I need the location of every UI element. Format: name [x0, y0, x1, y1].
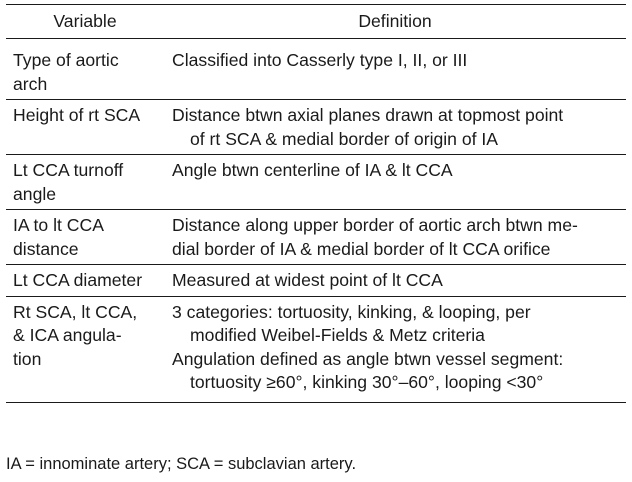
table-row	[6, 210, 626, 265]
definition-cell	[163, 104, 626, 151]
definition-text: modified Weibel-Fields & Metz criteria	[190, 325, 485, 345]
table-row	[6, 155, 626, 210]
table-row	[6, 265, 626, 297]
header-definition: Definition	[358, 11, 432, 31]
variable-cell	[6, 214, 163, 261]
definitions-table	[6, 4, 626, 403]
definition-cell	[163, 159, 626, 206]
variable-text: tion	[13, 348, 42, 369]
definition-text: of rt SCA & medial border of origin of IA	[190, 128, 499, 149]
variable-cell	[6, 49, 163, 96]
table-footnote: IA = innominate artery; SCA = subclavian artery.	[6, 455, 357, 473]
definition-cell	[163, 269, 626, 293]
definition-text: Measured at widest point of lt CCA	[172, 270, 443, 290]
definition-text: 3 categories: tortuosity, kinking, & looping, per	[172, 301, 531, 322]
variable-text: distance	[13, 238, 79, 259]
table-row	[6, 297, 626, 402]
variable-cell	[6, 104, 163, 151]
definition-cell	[163, 49, 626, 96]
definition-cell	[163, 214, 626, 261]
definition-text: dial border of IA & medial border of lt CCA orifice	[172, 238, 551, 259]
variable-cell	[6, 269, 163, 293]
definition-text: Angulation defined as angle btwn vessel segment:	[172, 348, 564, 369]
table-row	[6, 100, 626, 155]
variable-text: & ICA angula-	[13, 325, 122, 345]
table-row	[6, 39, 626, 100]
table-header	[6, 5, 626, 39]
variable-cell	[6, 159, 163, 206]
definition-text: Angle btwn centerline of IA & lt CCA	[172, 160, 453, 180]
variable-text: Lt CCA diameter	[13, 270, 143, 290]
variable-text: Height of rt SCA	[13, 105, 141, 125]
variable-text: arch	[13, 73, 48, 94]
definition-text: Distance btwn axial planes drawn at topmost point	[172, 105, 564, 125]
variable-text: angle	[13, 183, 57, 204]
definition-cell	[163, 301, 626, 395]
variable-text: Lt CCA turnoff	[13, 160, 124, 180]
variable-text: Rt SCA, lt CCA,	[13, 301, 138, 322]
variable-text: IA to lt CCA	[13, 215, 104, 235]
definition-text: Distance along upper border of aortic arch btwn me-	[172, 215, 578, 235]
definition-text: tortuosity ≥60°, kinking 30°–60°, looping <30°	[190, 372, 544, 392]
variable-text: Type of aortic	[13, 50, 119, 70]
header-variable: Variable	[53, 11, 117, 31]
definition-text: Classified into Casserly type I, II, or III	[172, 50, 468, 70]
variable-cell	[6, 301, 163, 395]
